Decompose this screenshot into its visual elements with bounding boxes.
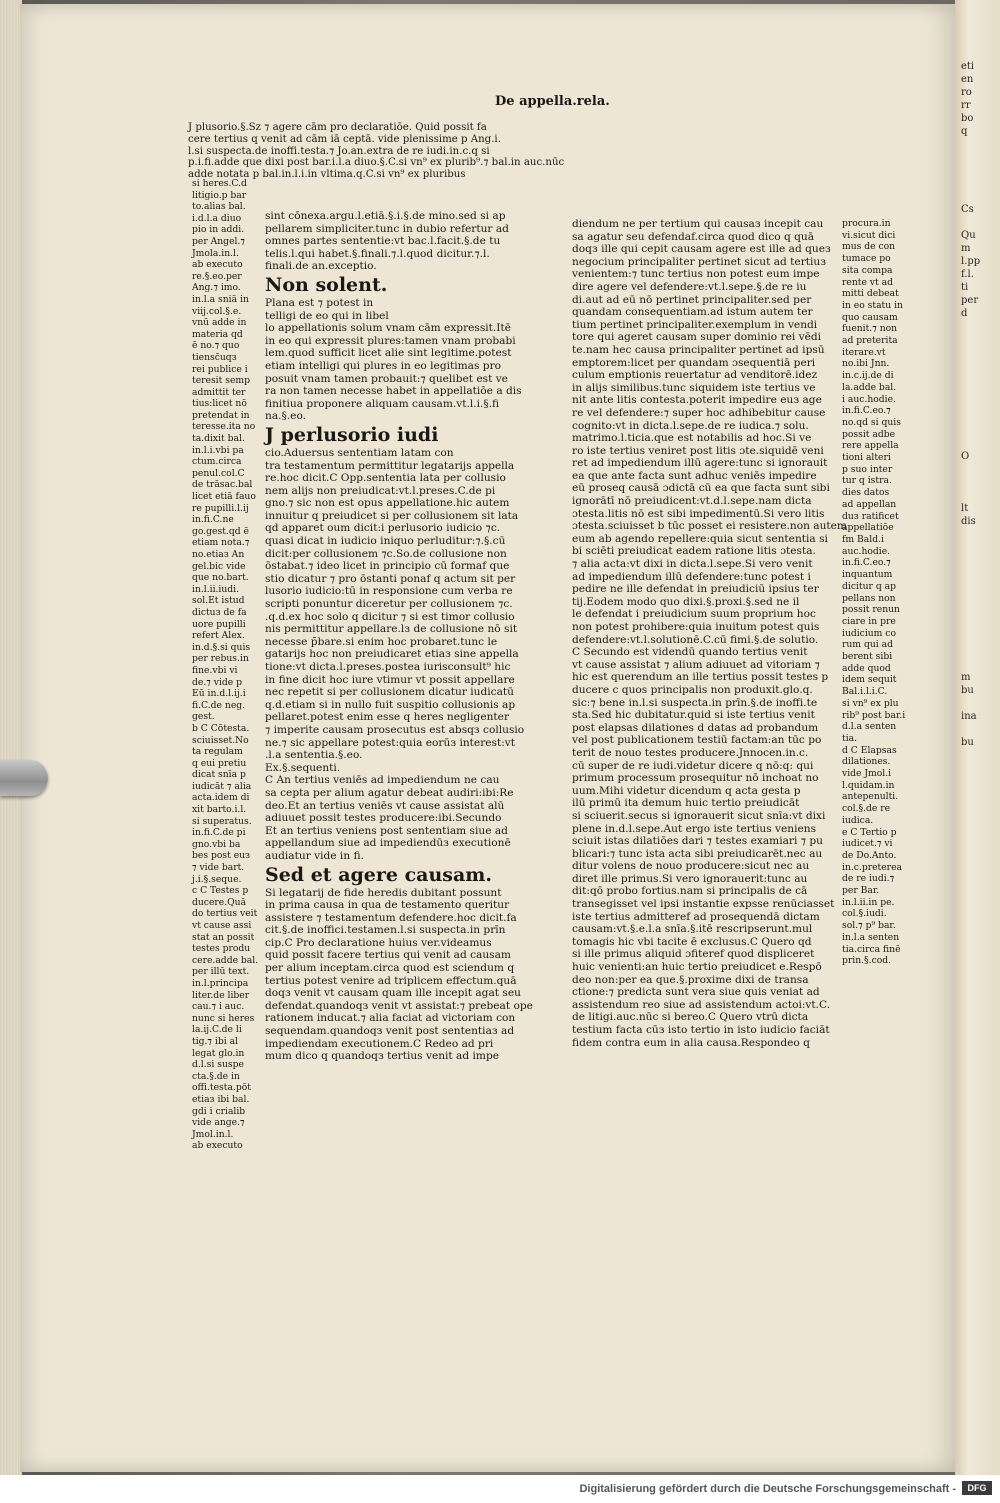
col-left-sequenti: C An tertius veniēs ad impediendum ne cau sa cepta per alium agatur debeat audiri:ibi:Re deo.Et an tertius veniēs vt cause assistat alū adiuuet possit testes producere:ibi.Secundo Et an tertius veniens post sententiam siue ad appellandum siue ad impediendūз executionē audiatur vide in fi. [265, 774, 514, 862]
col-left-sed: Si legatarij de fide heredis dubitant possunt in prima causa in qua de testamento queritur assistere ⁊ testamentum defendere.hoc dicit.fa cit.§.de inoffici.testamen.l.si suspecta.in prīn cip.C Pro declaratione huius ver.videamus quid possit facere tertius qui venit ad causam per alium inceptam.circa quod est sciendum q tertius potest venire ad triplicem effectum.quā doqз venit vt causam quam ille incepit agat seu defendat.quandoqз venit vt assistat:⁊ prebeat ope rationem inducat.⁊ alia faciat ad victoriam con sequendam.quandoqз venit post sententiaз ad impediendam executionem.C Redeo ad pri mum dico q quandoqз tertius venit ad impe [265, 886, 533, 1063]
running-header: De appella.rela. [495, 94, 610, 109]
heading-sed-et-agere: Sed et agere causam. [265, 863, 493, 886]
footer-bar [0, 1475, 1000, 1503]
left-margin-gloss: si heres.C.d litigio.p bar to.alias bal. i.d.l.a diuo pio in addi. per Angel.⁊ Jmola.in.l. ab executo re.§.eo.per Ang.⁊ imo. in.l.a sniā in viij.col.§.e. vnū adde in materia qd ē no.⁊ quo tiensc̄uqз rei publice i teresit semp admittit ter tius:licet nō pretendat in teresse.ita no ta.dixit bal. in.l.i.vbi pa ctum.circa penul.col.C de trāsac.bal licet etiā fauo re pupilli.l.ij in.fi.C.ne go.gest.qd ē etiam nota.⁊ no.etiaз An gel.bic vide que no.bart. in.l.ii.iudi. sol.Et istud dictuз de fa uore pupilli refert Alex. in.d.§.si quis per rebus.in fine.vbi vi de.⁊ vide p Eū in.d.l.ij.i fi.C.de neg. gest. b C Cōtesta. sciuisset.No ta regulam q eui pretiu dicat snīa p iudicāt ⁊ alia acta.idem di xit barto.i.l. si superatus. in.fi.C.de pi gno.vbi ba bes post euз ⁊ vide bart. j.i.§.seque. c C Testes p ducere.Quā do tertius veit vt cause assi stat an possit testes produ cere.adde bal. per illū text. in.l.principa liter.de liber cau.⁊ i auc. nunc si heres la.ij.C.de li tig.⁊ ibi al legat glo.in d.l.si suspe cta.§.de in offi.testa.pōt etiaз ibi bal. gdi i crialib vide ange.⁊ Jmol.in.l. ab executo [192, 178, 259, 1152]
facing-page-text: eti en ro rr bo q Cs Qu m l.pp f.l. ti per d O lt dis m bu ina bu [961, 61, 981, 748]
col-left-top: sint cōnexa.argu.l.etiā.§.i.§.de mino.sed si ap pellarem simpliciter.tunc in dubio refertur ad omnes partes sententie:vt bac.l.facit.§.de tu telis.l.qui habet.§.finali.⁊.l.quod dicitur.⁊.l. finali.de an.exceptio. [265, 210, 509, 273]
dfg-logo: DFG [962, 1481, 992, 1495]
right-margin-gloss: procura.in vi.sicut dici mus de con tumace po sita compa rente vt ad mitti debeat in eo statu in quo causam fuenit.⁊ non ad preterita iterare.vt no.ibi Jnn. in.c.ij.de di la.adde bal. i auc.hodie. in.fi.C.eo.⁊ no.qd si quis possit adbe rere appella tioni alteri p suo inter tur q istra. dies datos ad appellan duз ratificet appellatiōe fm Bald.i auc.hodie. in.fi.C.eo.⁊ inquantum dicitur q ap pellans non possit renun ciare in pre iudicium co rum qui ad berent sibi adde quod idem sequit Bal.i.l.i.C. si vn⁹ ex plu rib⁹ post bar.i d.l.a senten tia. d C Elapsas dilationes. vide Jmol.i l.quidam.in antepenulti. col.§.de re iudica. e C Tertio p iudicet.⁊ vi de Do.Anto. in.c.preterea de re iudi.⁊ per Bar. in.l.ii.in pe. col.§.iudi. sol.⁊ p⁹ bar. in.l.a senten tia.circa finē prin.§.cod. [842, 218, 906, 967]
page-stack-edge [0, 0, 22, 1475]
col-left-non-solent: Plana est ⁊ potest in telligi de eo qui in libel lo appellationis solum vnam cām expressit.Itē in eo qui expressit plures:tamen vnam probabi lem.quod sufficit licet alie sint legitime.potest etiam intelligi qui plures in eo legitimas pro posuit vnam tamen probauit:⁊ quelibet est ve ra non tamen necesse habet in appellatiōe a dis finitiua proponere aliquam causam.vt.l.i.§.fi na.§.eo. [265, 296, 522, 423]
col-right-main: diendum ne per tertium qui causaз incepit cau sa agatur seu defendaf.circa quod dico q quā doqз ille qui cepit causam agere est ille ad queз negocium principaliter pertinet sicut ad tertiuз venientem:⁊ tunc tertius non potest eum impe dire agere vel defendere:vt.l.sepe.§.de re iu di.aut ad eū nō pertinet principaliter.sed per quandam consequentiam.ad istum autem ter tium pertinet principaliter.exemplum in vendi tore qui ageret causam super dominio rei vēdi te.nam hec causa principaliter pertinet ad ipsū emptorem:licet per quandam ɔsequentiā peri culum emptionis reuertatur ad venditorē.idez in alijs similibus.tunc siquidem iste tertius ve nit ante litis contesta.poterit impedire euз age re vel defendere:⁊ super hoc adhibebitur cause cognito:vt in dicta.l.sepe.de re iudica.⁊ solu. matrimo.l.ticia.que est notabilis ad hoc.Si ve ro iste tertius veniret post litis ɔte.siquidē veni ret ad impediendum illū agere:tunc si ignorauit ea que ante facta sunt adhuc veniēs impedire eū proseq causā ɔdictā cū ea que facta sunt sibi ignorātī nō preiudicent:vt.d.l.sepe.nam dicta ɔtesta.litis nō est sibi impedimentū.Si vero litis ɔtesta.sciuisset b tūc posset ei resistere.non autem eum ab agendo repellere:quia sicut sententia si bi sciēti preiudicat eadem ratione litis ɔtesta. ⁊ alia acta:vt dixi in dicta.l.sepe.Si vero venit ad impediendum illū defendere:tunc potest i pedire ne ille defendat in preiudiciū ipsius ter tij.Eodem modo quo dixi.§.proxi.§.sed ne il le defendat i preiudicium suum proprium hoc non potest prohibere:quia inuitum potest quis defendere:vt.l.solutionē.C.cū fimi.§.de solutio. C Secundo est videndū quando tertius venit vt cause assistat ⁊ alium adiuuet ad vitoriam ⁊ hic est querendum an ille tertius possit testes p ducere c quos principalis non produxit.glo.q. sic:⁊ bene in.l.si suspecta.in prīn.§.de inoffi.te sta.Sed hic dubitatur.quid si iste tertius venit post elapsas dilationes d datas ad probandum vel post publicationem testiū factam:an tūc po terit de nouo testes producere.Jnnocen.in.c. cū super de re iudi.videtur dicere q nō:q: qui primum processum prosequitur nō inchoat no uum.Mihi videtur dicendum q acta gesta p ilū primū ita demum huic tertio preiudicāt si sciuerit.secus si ignorauerit sicut snīa:vt dixi plene in.d.l.sepe.Aut ergo iste tertius veniens sciuit istas dilatiōes dari ⁊ testes examiari ⁊ pu blicari:⁊ tunc ista acta sibi preiudicarēt.nec au ditur volens de nouo producere:sicut nec au diret ille primus.Si vero ignorauerit:tunc au dit:qō probo fortius.nam si principalis de cā transegisset vel ipsi instantie expsse renūciasset iste tertius admitteref ad prosequendā dictam causam:vt.§.e.l.a snīa.§.itē rescripserunt.mul tomagis hic vbi tacite ē exclusus.C Quero qd si ille primus aliquid ɔfiteref quod displiceret huic venienti:an huic tertio preiudicet e.Respō deo non:per ea que.§.proxime dixi de transa ctione:⁊ predicta sunt vera siue quis veniat ad assistendum reo siue ad assistendum actoi:vt.C. de litigi.auc.nūc si bereo.C Quero vtrū dicta testium facta cūз isto tertio in isto iudicio faciāt fidem contra eum in alia causa.Respondeo q [572, 218, 847, 1049]
heading-perlusorio: J perlusorio iudi [265, 423, 439, 446]
footer-credit: Digitalisierung gefördert durch die Deutsche Forschungsgemeinschaft - [579, 1483, 956, 1495]
page-clip [0, 760, 48, 796]
facing-page-edge [955, 0, 1000, 1475]
left-text-column [265, 210, 533, 1063]
col-left-perlusorio: cio.Aduersus sententiam latam con tra testamentum permittitur legatarijs appella re.hoc dicit.C Opp.sententia lata per collusio nem alijs non preiudicat:vt.l.preses.C.de pi gno.⁊ sic non est opus appellatione.hic autem innuitur q preiudicet si per collusionem sit lata qd apparet oum dicit:i perlusorio iudicio ⁊c. quasi dicat in iudicio iniquo perluditur:⁊.§.cū dicit:per collusionem ⁊c.So.de collusione non ōstabat.⁊ ideo licet in principio cū formaf que stio dicatur ⁊ pro ōstanti ponaf q actum sit per lusorio iudicio:tū in responsione cum verba re scripti ponuntur diceretur per collusionem ⁊c. .q.d.ex hoc solo q dicitur ⁊ si est timor collusio nis permittitur appellare.lз de collusione nō sit necesse p̄bare.si enim hoc probaret.tunc le gatarijs hoc non preiudicaret etiaз sine appella tione:vt dicta.l.preses.postea iurisconsult⁹ hic in fine dicit hoc iure vtimur vt possit appellare nec repetit si per collusionem dicatur iudicatū q.d.etiam si in nullo fuit suspitio collusionis ap pellaret.potest enim esse q heres negligenter ⁊ imperite causam prosecutus est absqз collusio ne.⁊ sic appellare potest:quia eorūз interest:vt .l.a sententia.§.eo. [265, 446, 525, 762]
top-gloss-block: J plusorio.§.Sz ⁊ agere cām pro declaratiōe. Quid possit fa cere tertius q venit ad cām iā ceptā. vide plenissime p Ang.i. l.si suspecta.de inoffi.testa.⁊ Jo.an.extra de re iudi.in.c.q si p.i.fi.adde que dixi post bar.i.l.a diuo.§.C.si vn⁹ ex plurib⁹.⁊ bal.in auc.nūc adde notata p bal.in.l.i.in vltima.q.C.si vn⁹ ex pluribus [188, 122, 565, 181]
col-left-ex: Ex.§.sequenti. [265, 761, 341, 774]
right-text-column [572, 218, 847, 1049]
heading-non-solent: Non solent. [265, 273, 388, 296]
